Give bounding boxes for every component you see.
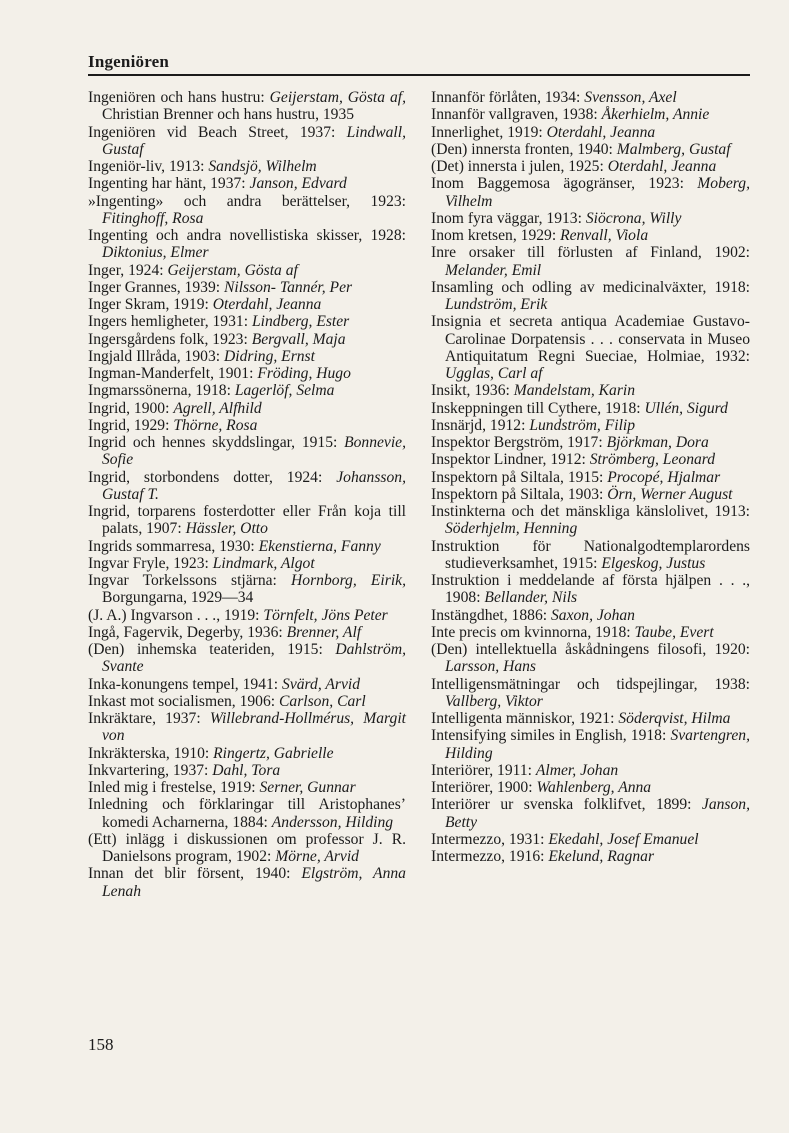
entry-title: Intelligenta människor, 1921: (431, 710, 619, 727)
index-entry (431, 641, 750, 676)
index-entry (431, 175, 750, 210)
index-entry (88, 831, 406, 866)
entry-title: Insnärjd, 1912: (431, 416, 530, 434)
index-entry (88, 89, 406, 124)
index-entry (431, 710, 750, 727)
entry-title: Ingeniören och hans hustru: (88, 89, 270, 106)
entry-author: Wahlenberg, Anna (536, 779, 652, 796)
entry-title: »Ingenting» och andra berättelser, 1923: (88, 192, 406, 210)
index-entry (88, 745, 406, 762)
entry-author: Törnfelt, Jöns Peter (263, 606, 388, 624)
entry-author: Strömberg, Leonard (589, 451, 716, 469)
entry-author: Thörne, Rosa (173, 416, 258, 434)
entry-title: Ingers hemligheter, 1931: (88, 313, 252, 331)
index-entry (431, 141, 750, 158)
entry-author: Serner, Gunnar (259, 779, 356, 796)
entry-title: Inspektorn på Siltala, 1903: (431, 485, 608, 503)
entry-author: Svärd, Arvid (282, 675, 360, 693)
index-entry (88, 572, 406, 607)
entry-author: Geijerstam, Gösta af (167, 261, 298, 279)
entry-author: Bergvall, Maja (251, 330, 346, 348)
index-entry (88, 710, 406, 745)
index-entry (88, 193, 406, 228)
index-entry (431, 727, 750, 762)
entry-author: Åkerhielm, Annie (601, 106, 710, 124)
entry-title: Ingrid och hennes skyddslingar, 1915: (88, 434, 345, 451)
entry-title: (Den) inhemska teateriden, 1915: (88, 641, 336, 658)
entry-author: Björkman, Dora (606, 434, 709, 451)
entry-extra: Christian Brenner och hans hustru, 1935 (102, 106, 355, 124)
entry-title: Ingjald Illråda, 1903: (88, 347, 224, 365)
index-entry (88, 175, 406, 192)
entry-title: Instängdhet, 1886: (431, 606, 551, 624)
entry-title: Ingmarssönerna, 1918: (88, 382, 235, 400)
entry-author: Johansson, Gustaf T. (102, 468, 406, 503)
entry-title: Inte precis om kvinnorna, 1918: (431, 623, 635, 641)
index-entry (431, 572, 750, 607)
entry-title: Ingå, Fagervik, Degerby, 1936: (88, 623, 287, 641)
entry-title: (Det) innersta i julen, 1925: (431, 158, 608, 175)
entry-author: Moberg, Vilhelm (445, 175, 750, 210)
entry-title: Ingrid, torparens fosterdotter eller Från koja till palats, 1907: (88, 503, 406, 538)
index-entry (88, 417, 406, 434)
index-entry (88, 296, 406, 313)
entry-author: Söderqvist, Hilma (618, 710, 731, 727)
entry-title: Ingeniören vid Beach Street, 1937: (88, 123, 347, 141)
entry-title: Ingeniör-liv, 1913: (88, 158, 209, 175)
entry-title: Intermezzo, 1916: (431, 848, 549, 865)
entry-title: Ingenting och andra novellistiska skisser, 1928: (88, 227, 406, 244)
index-entry (431, 244, 750, 279)
index-entry (431, 434, 750, 451)
index-entry (431, 831, 750, 848)
index-entry (431, 779, 750, 796)
index-entry (88, 555, 406, 572)
entry-title: Inkräktare, 1937: (88, 710, 210, 727)
index-entry (88, 279, 406, 296)
index-entry (431, 89, 750, 106)
entry-title: Interiörer ur svenska folklifvet, 1899: (431, 796, 702, 814)
index-entry (88, 469, 406, 504)
entry-author: Fröding, Hugo (257, 365, 351, 382)
index-entry (88, 676, 406, 693)
index-entry (431, 227, 750, 244)
entry-title: (J. A.) Ingvarson . . ., 1919: (88, 606, 264, 624)
entry-author: Renvall, Viola (560, 227, 649, 244)
index-entry (431, 848, 750, 865)
index-entry (88, 779, 406, 796)
index-entry (431, 382, 750, 399)
entry-title: Inspektorn på Siltala, 1915: (431, 468, 608, 486)
index-entry (88, 538, 406, 555)
entry-title: Innanför förlåten, 1934: (431, 89, 585, 106)
entry-author: Brenner, Alf (286, 623, 362, 641)
entry-author: Vallberg, Viktor (445, 692, 543, 710)
running-header: Ingeniören (88, 52, 170, 71)
entry-author: Geijerstam, Gösta af, (269, 89, 406, 106)
index-entry (431, 279, 750, 314)
entry-author: Lundström, Filip (529, 416, 636, 434)
entry-author: Oterdahl, Jeanna (212, 296, 322, 313)
entry-title: Instruktion i meddelande af första hjälpen . . ., 1908: (431, 572, 750, 607)
entry-author: Oterdahl, Jeanna (607, 158, 717, 175)
entry-title: Ingman-Manderfelt, 1901: (88, 365, 258, 382)
entry-author: Dahlström, Svante (102, 641, 406, 676)
index-entry (431, 796, 750, 831)
index-entry (88, 624, 406, 641)
entry-title: Inledning och förklaringar till Aristophanes’ komedi Acharnerna, 1884: (88, 796, 406, 831)
index-entry (431, 313, 750, 382)
index-entry (88, 865, 406, 900)
index-entry (431, 158, 750, 175)
entry-title: Ingvar Torkelssons stjärna: (88, 572, 292, 589)
index-entry (431, 210, 750, 227)
entry-author: Lindberg, Ester (251, 313, 350, 331)
entry-title: Inom fyra väggar, 1913: (431, 209, 586, 227)
entry-title: Inka-konungens tempel, 1941: (88, 675, 283, 693)
index-entry (88, 158, 406, 175)
entry-author: Lindwall, Gustaf (102, 123, 406, 158)
entry-author: Janson, Betty (445, 796, 750, 831)
entry-author: Elgström, Anna Lenah (102, 865, 406, 900)
entry-author: Ekenstierna, Fanny (258, 537, 381, 555)
entry-author: Örn, Werner August (607, 485, 733, 503)
entry-author: Söderhjelm, Henning (445, 520, 578, 538)
index-entry (431, 417, 750, 434)
entry-author: Hässler, Otto (185, 520, 268, 538)
entry-title: Interiörer, 1911: (431, 761, 536, 779)
entry-author: Almer, Johan (535, 761, 619, 779)
entry-author: Elgeskog, Justus (601, 554, 706, 572)
entry-author: Svensson, Axel (584, 89, 677, 106)
entry-title: Inspektor Bergström, 1917: (431, 434, 607, 451)
entry-title: Inkvartering, 1937: (88, 761, 213, 779)
entry-author: Hornborg, Eirik, (291, 572, 406, 589)
index-entry (88, 693, 406, 710)
entry-title: Inkast mot socialismen, 1906: (88, 692, 280, 710)
index-entry (88, 331, 406, 348)
entry-title: Inger Skram, 1919: (88, 296, 213, 313)
entry-author: Janson, Edvard (249, 175, 347, 193)
entry-title: Ingrid, 1900: (88, 399, 174, 417)
entry-title: Ingrids sommarresa, 1930: (88, 537, 259, 555)
entry-author: Malmberg, Gustaf (616, 140, 731, 158)
index-entry (88, 227, 406, 262)
entry-title: Inkräkterska, 1910: (88, 744, 214, 762)
entry-title: Instinkterna och det mänskliga känslolivet, 1913: (431, 503, 750, 520)
entry-author: Carlson, Carl (279, 692, 366, 710)
entry-author: Lindmark, Algot (212, 554, 315, 572)
entry-author: Ekelund, Ragnar (548, 848, 655, 865)
index-entry (431, 538, 750, 573)
entry-author: Bonnevie, Sofie (102, 434, 406, 469)
entry-title: Inger Grannes, 1939: (88, 278, 224, 296)
index-entry (88, 434, 406, 469)
index-entry (88, 262, 406, 279)
entry-title: Inre orsaker till förlusten af Finland, 1902: (431, 244, 750, 262)
entry-title: Intelligensmätningar och tidspejlingar, 1938: (431, 675, 750, 693)
entry-title: Ingrid, 1929: (88, 416, 174, 434)
entry-title: Interiörer, 1900: (431, 779, 537, 796)
index-entry (431, 676, 750, 711)
entry-title: Intermezzo, 1931: (431, 830, 549, 848)
entry-author: Fitinghoff, Rosa (102, 209, 204, 227)
entry-author: Svartengren, Hilding (445, 727, 750, 762)
entry-author: Didring, Ernst (223, 347, 315, 365)
entry-author: Ullén, Sigurd (644, 399, 728, 417)
entry-title: Ingenting har hänt, 1937: (88, 175, 250, 193)
entry-author: Willebrand-Hollmérus, Margit von (102, 710, 406, 745)
index-entry (88, 365, 406, 382)
index-entry (431, 762, 750, 779)
index-entry (431, 451, 750, 468)
entry-title: Ingvar Fryle, 1923: (88, 554, 213, 572)
entry-author: Ringertz, Gabrielle (213, 744, 334, 762)
entry-title: Inom kretsen, 1929: (431, 227, 561, 244)
index-entry (431, 503, 750, 538)
entry-author: Mandelstam, Karin (513, 382, 636, 400)
entry-title: Ingrid, storbondens dotter, 1924: (88, 468, 337, 486)
entry-author: Bellander, Nils (484, 589, 578, 607)
entry-author: Taube, Evert (634, 623, 714, 641)
index-entry (431, 624, 750, 641)
entry-author: Siöcrona, Willy (585, 209, 682, 227)
entry-title: Inskeppningen till Cythere, 1918: (431, 399, 645, 417)
entry-title: (Ett) inlägg i diskussionen om professor J. R. Danielsons program, 1902: (88, 830, 406, 865)
entry-author: Diktonius, Elmer (102, 244, 209, 262)
right-column (431, 89, 750, 865)
page-number: 158 (88, 1035, 114, 1054)
entry-title: Inom Baggemosa ägogränser, 1923: (431, 175, 698, 193)
entry-author: Lagerlöf, Selma (234, 382, 335, 400)
index-entry (431, 469, 750, 486)
index-entry (88, 313, 406, 330)
index-entry (88, 607, 406, 624)
entry-title: Ingersgårdens folk, 1923: (88, 330, 252, 348)
entry-author: Nilsson- Tannér, Per (223, 278, 353, 296)
entry-author: Ugglas, Carl af (445, 365, 543, 382)
entry-author: Sandsjö, Wilhelm (208, 158, 317, 175)
entry-title: Innan det blir försent, 1940: (88, 865, 302, 883)
entry-author: Dahl, Tora (212, 761, 281, 779)
index-entry (88, 762, 406, 779)
entry-title: Insikt, 1936: (431, 382, 514, 400)
entry-title: (Den) intellektuella åskådningens filosofi, 1920: (431, 641, 750, 658)
entry-title: Intensifying similes in English, 1918: (431, 727, 671, 745)
entry-author: Agrell, Alfhild (173, 399, 262, 417)
entry-author: Andersson, Hilding (271, 813, 394, 831)
entry-author: Oterdahl, Jeanna (546, 123, 656, 141)
index-entry (88, 400, 406, 417)
entry-author: Mörne, Arvid (275, 848, 359, 865)
entry-title: Insamling och odling av medicinalväxter, 1918: (431, 278, 750, 296)
entry-title: (Den) innersta fronten, 1940: (431, 140, 617, 158)
index-entry (431, 124, 750, 141)
entry-title: Innanför vallgraven, 1938: (431, 106, 602, 124)
index-entry (431, 400, 750, 417)
index-entry (88, 124, 406, 159)
index-entry (88, 503, 406, 538)
index-entry (431, 106, 750, 123)
index-entry (88, 641, 406, 676)
entry-title: Insignia et secreta antiqua Academiae Gustavo-Carolinae Dorpatensis . . . conservata in Museo Antiquitatum Regni Sueciae, Holmiae, 1932: (431, 313, 750, 365)
index-entry (88, 348, 406, 365)
header-rule (88, 74, 750, 76)
index-entry (88, 382, 406, 399)
entry-author: Procopé, Hjalmar (607, 468, 721, 486)
entry-title: Inspektor Lindner, 1912: (431, 451, 590, 469)
left-column (88, 89, 406, 900)
entry-author: Saxon, Johan (550, 606, 635, 624)
entry-title: Instruktion för Nationalgodtemplarordens studieverksamhet, 1915: (431, 537, 750, 572)
index-entry (431, 607, 750, 624)
entry-author: Ekedahl, Josef Emanuel (548, 830, 699, 848)
index-entry (88, 796, 406, 831)
entry-extra: Borgungarna, 1929—34 (102, 589, 254, 607)
entry-author: Larsson, Hans (445, 658, 536, 676)
index-entry (431, 486, 750, 503)
entry-author: Lundström, Erik (445, 296, 548, 313)
entry-title: Innerlighet, 1919: (431, 123, 547, 141)
entry-title: Inger, 1924: (88, 261, 168, 279)
entry-author: Melander, Emil (445, 261, 542, 279)
entry-title: Inled mig i frestelse, 1919: (88, 779, 260, 796)
